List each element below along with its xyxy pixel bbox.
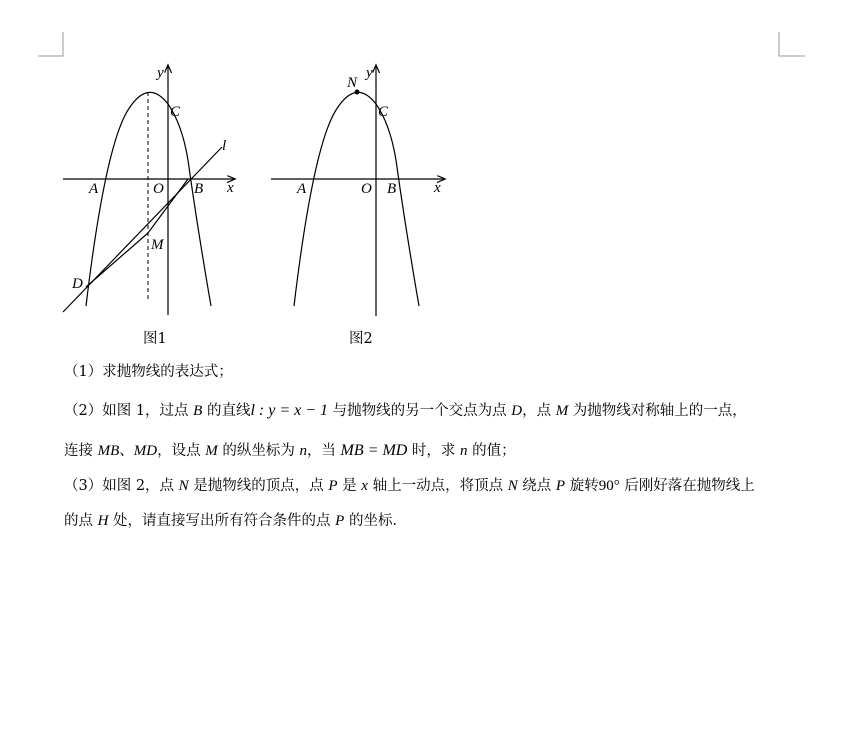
fig1-label-O: O	[153, 181, 164, 197]
q3-text-1: （3）如图 2，点	[64, 478, 179, 494]
fig1-label-x: x	[227, 180, 234, 196]
q2-var-n: n	[299, 443, 307, 459]
fig1-segment-MD	[86, 233, 148, 287]
q3-point-P: P	[328, 478, 338, 494]
q2-text-8: ，设点	[157, 443, 206, 459]
q2-text-5: 为抛物线对称轴上的一点，	[568, 403, 747, 419]
figure-1	[63, 65, 234, 315]
q3-point-N-2: N	[507, 478, 518, 494]
q2-text-11: 时，求	[407, 443, 461, 459]
q3-text-8: 的点	[64, 513, 98, 529]
fig2-label-x: x	[434, 180, 441, 196]
q2-equation-MB-MD: MB = MD	[340, 442, 408, 459]
fig1-label-l: l	[222, 138, 227, 154]
q3-text-7: 后刚好落在抛物线上	[619, 478, 755, 494]
q3-point-H: H	[97, 513, 109, 529]
q2-text-4: ，点	[522, 403, 556, 419]
fig2-caption: 图2	[349, 331, 373, 347]
fig1-label-B: B	[194, 181, 204, 197]
q2-text-6: 连接	[64, 443, 98, 459]
q2-point-D: D	[511, 403, 523, 419]
q2-text-2: 的直线	[202, 403, 251, 419]
question-2-line-1	[64, 401, 747, 421]
question-3-line-2	[64, 511, 407, 531]
fig2-label-N: N	[347, 75, 358, 91]
q2-var-n-2: n	[460, 443, 468, 459]
fig1-label-C: C	[170, 104, 181, 120]
fig1-label-y: y	[157, 65, 164, 81]
q2-text-1: （2）如图 1，过点	[64, 403, 194, 419]
fig1-label-D: D	[72, 276, 83, 292]
q2-text-10: ，当	[306, 443, 341, 459]
question-1	[64, 362, 233, 382]
q2-text-7: 、	[119, 443, 134, 459]
fig2-parabola	[294, 92, 419, 306]
q3-point-P-3: P	[335, 513, 345, 529]
q3-text-9: 处，请直接写出所有符合条件的点	[108, 513, 336, 529]
q2-point-B: B	[193, 403, 203, 419]
q3-point-P-2: P	[555, 478, 566, 494]
question-3-line-1	[64, 476, 755, 496]
q3-var-x: x	[361, 478, 368, 494]
q2-segment-MD: MD	[133, 443, 158, 459]
figures-area	[0, 0, 853, 360]
q2-equation-l: l : y = x − 1	[250, 402, 329, 419]
q2-text-9: 的纵坐标为	[217, 443, 300, 459]
q2-segment-MB: MB	[97, 443, 120, 459]
fig2-label-y: y	[366, 65, 373, 81]
q3-text-10: 的坐标．	[344, 513, 407, 529]
fig2-label-A: A	[297, 181, 307, 197]
q2-point-M-2: M	[205, 443, 218, 459]
q3-text-4: 轴上一动点，将顶点	[367, 478, 508, 494]
q2-point-M: M	[555, 403, 569, 419]
figure-2	[271, 65, 444, 316]
q3-text-6: 旋转	[565, 478, 599, 494]
fig2-label-O: O	[361, 181, 372, 197]
q3-text-2: 是抛物线的顶点，点	[188, 478, 329, 494]
fig1-caption: 图1	[143, 331, 167, 347]
q3-point-N: N	[178, 478, 189, 494]
fig2-label-B: B	[387, 181, 397, 197]
fig1-label-M: M	[151, 237, 164, 253]
q3-text-5: 绕点	[517, 478, 556, 494]
fig1-label-A: A	[89, 181, 99, 197]
q1-text: （1）求抛物线的表达式；	[64, 364, 233, 380]
q2-text-12: 的值；	[467, 443, 516, 459]
fig2-label-C: C	[378, 104, 389, 120]
q3-angle: 90°	[598, 478, 620, 494]
question-2-line-2	[64, 441, 516, 461]
q3-text-3: 是	[337, 478, 362, 494]
q2-text-3: 与抛物线的另一个交点为点	[328, 403, 512, 419]
